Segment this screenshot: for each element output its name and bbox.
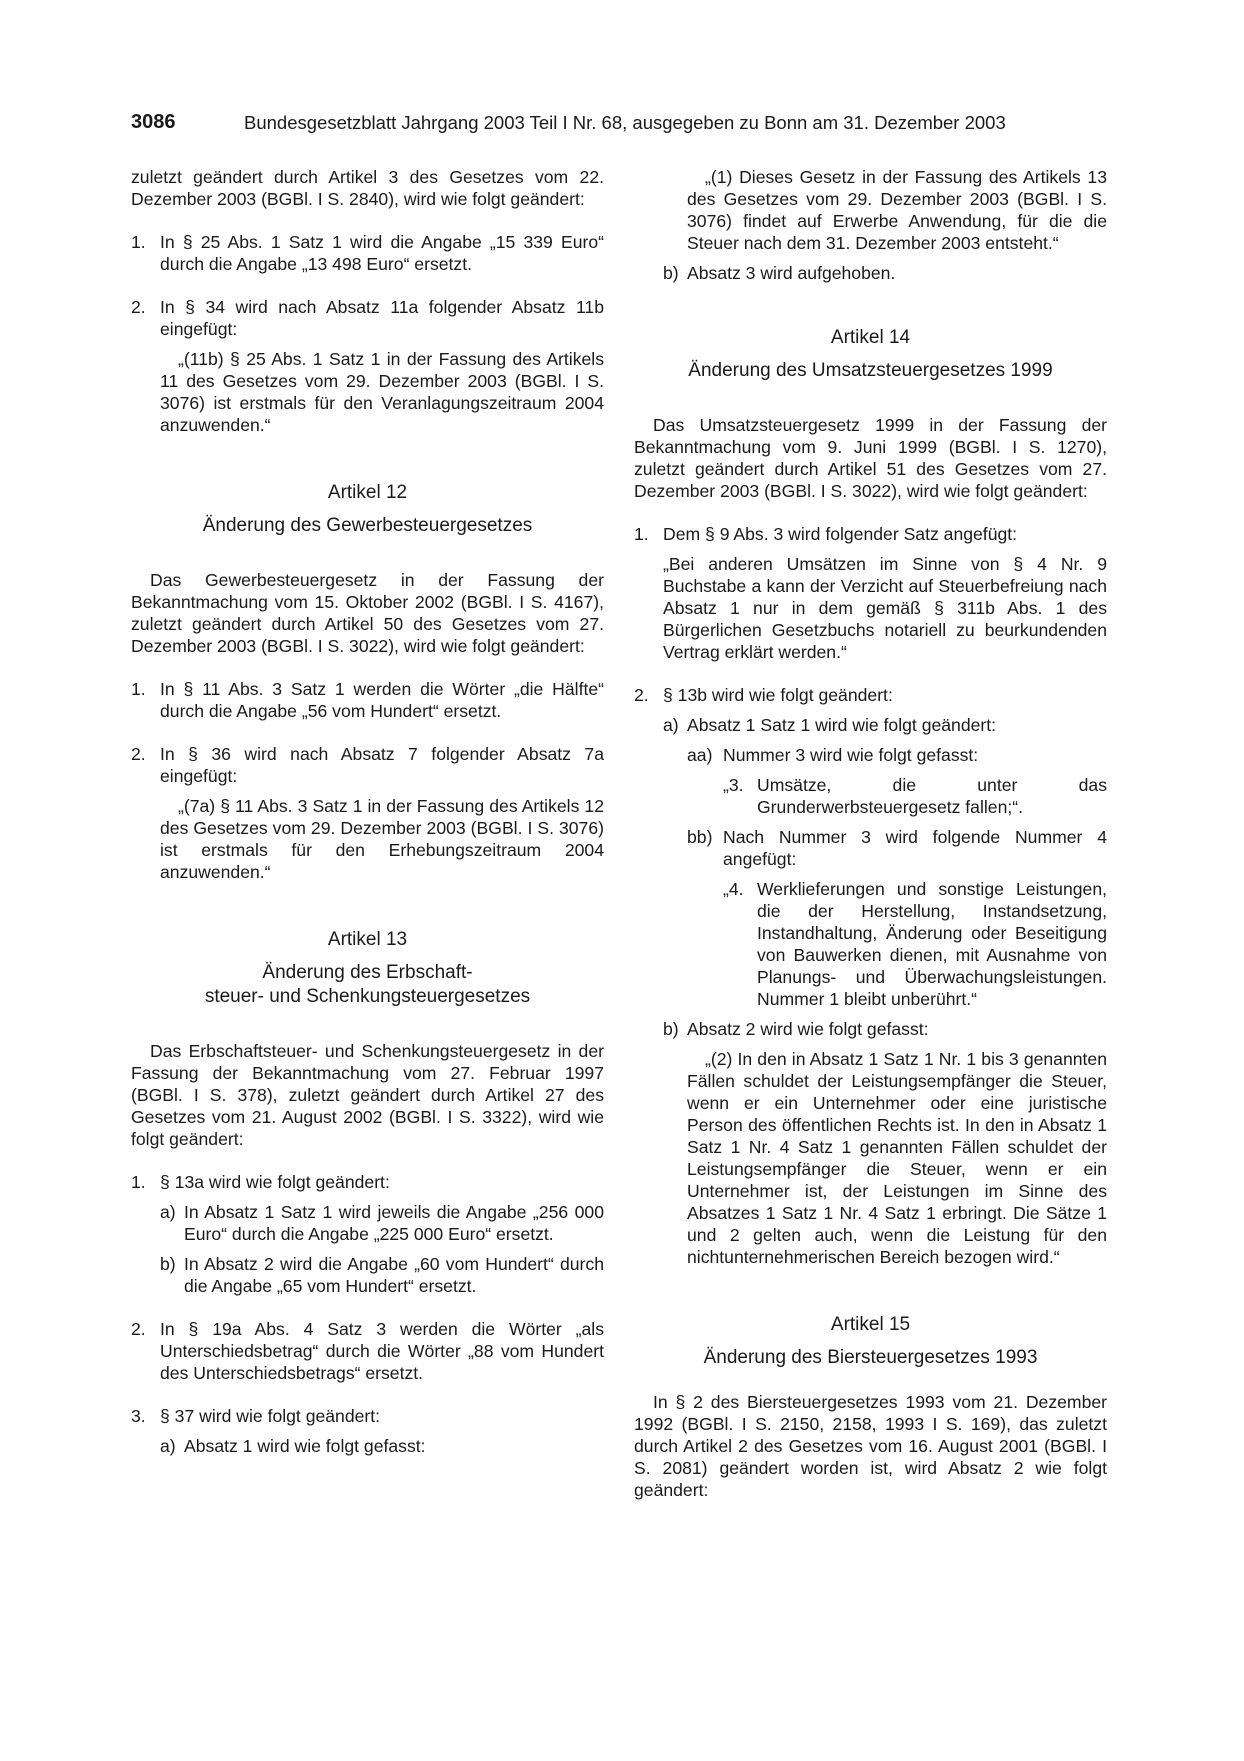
item-text: § 37 wird wie folgt geändert: (160, 1406, 381, 1426)
amendment-quote: „Bei anderen Umsätzen im Sinne von § 4 Nr. 9 Buchstabe a kann der Verzicht auf Steuerbefreiung nach Absatz 1 nur in dem gemäß § 311b Abs. 1 des Bürgerlichen Gesetzbuchs notariell zu beurkundenden Vertrag erklärt werden.“ (663, 554, 1107, 662)
article-heading: Artikel 12 (327, 482, 408, 503)
amendment-quote: „(1) Dieses Gesetz in der Fassung des Artikels 13 des Gesetzes vom 29. Dezember 2003 (BGBl. I S. 3076) findet auf Erwerbe Anwendung, für die die Steuer nach dem 31. Dezember 2003 entsteht.“ (687, 167, 1107, 253)
quoted-item (723, 774, 1107, 818)
sub-item-number: b) (663, 263, 679, 283)
sub-item (160, 1253, 604, 1297)
sub-item-number: b) (160, 1254, 176, 1274)
sub-list (634, 262, 1107, 284)
sub-item (160, 1435, 604, 1457)
sub-item-text: Absatz 1 Satz 1 wird wie folgt geändert: (687, 715, 997, 735)
sub-sub-item (687, 826, 1107, 870)
item-number: 3. (131, 1406, 146, 1426)
sub-item-number: a) (160, 1436, 176, 1456)
page-header (131, 111, 1111, 137)
list-item (634, 684, 1107, 706)
sub-sub-item (687, 744, 1107, 766)
page-number: 3086 (131, 111, 176, 133)
article-intro: Das Umsatzsteuergesetz 1999 in der Fassung der Bekanntmachung vom 9. Juni 1999 (BGBl. I S. 1270), zuletzt geändert durch Artikel 51 des Gesetzes vom 27. Dezember 2003 (BGBl. I S. 3022), wird wie folgt geändert: (634, 415, 1107, 501)
item-text: In § 11 Abs. 3 Satz 1 werden die Wörter „die Hälfte“ durch die Angabe „56 vom Hundert“ ersetzt. (160, 679, 604, 721)
quote-block (687, 878, 1107, 1010)
sub-item (663, 714, 1107, 736)
sub-item-text: In Absatz 2 wird die Angabe „60 vom Hundert“ durch die Angabe „65 vom Hundert“ ersetzt. (184, 1254, 604, 1296)
item-text: In § 36 wird nach Absatz 7 folgender Absatz 7a eingefügt: (160, 744, 604, 786)
quoted-item-number: „3. (723, 775, 744, 795)
amendment-quote: „(2) In den in Absatz 1 Satz 1 Nr. 1 bis 3 genannten Fällen schuldet der Leistungsempfänger die Steuer, wenn er ein Unternehmer oder eine juristische Person des öffentlichen Rechts ist. In den in Absatz 1 Satz 1 Nr. 4 Satz 1 genannten Fällen schuldet der Leistungsempfänger die Steuer, wenn er ein Unternehmer ist, der Leistungen im Sinne des Absatzes 1 Satz 1 Nr. 4 Satz 1 erbringt. Die Sätze 1 und 2 gelten auch, wenn die Leistung für den nichtunternehmerischen Bereich bezogen wird.“ (687, 1049, 1107, 1267)
item-text: Dem § 9 Abs. 3 wird folgender Satz angefügt: (663, 524, 1018, 544)
item-number: 2. (131, 297, 146, 317)
sub-item (160, 1201, 604, 1245)
item-number: 1. (131, 1172, 146, 1192)
sub-item-number: a) (160, 1202, 176, 1222)
sub-item (663, 262, 1107, 284)
sub-item-number: a) (663, 715, 679, 735)
sub-item-text: In Absatz 1 Satz 1 wird jeweils die Angabe „256 000 Euro“ durch die Angabe „225 000 Euro“ ersetzt. (184, 1202, 604, 1244)
article-subtitle: Änderung des Gewerbesteuergesetzes (202, 515, 533, 536)
quoted-item-number: „4. (723, 879, 744, 899)
left-column (131, 166, 604, 1457)
sub-sub-item-number: aa) (687, 745, 713, 765)
list-item (131, 678, 604, 722)
sub-item-text: Absatz 3 wird aufgehoben. (687, 263, 896, 283)
sub-list (131, 1201, 604, 1297)
sub-item-number: b) (663, 1019, 679, 1039)
sub-item (663, 1018, 1107, 1040)
item-number: 2. (131, 1319, 146, 1339)
list-item (131, 1318, 604, 1384)
item-number: 1. (131, 232, 146, 252)
amendment-quote: „(7a) § 11 Abs. 3 Satz 1 in der Fassung des Artikels 12 des Gesetzes vom 29. Dezember 2003 (BGBl. I S. 3076) ist erstmals für den Erhebungszeitraum 2004 anzuwenden.“ (160, 796, 604, 882)
item-number: 2. (634, 685, 649, 705)
amendment-quote: „(11b) § 25 Abs. 1 Satz 1 in der Fassung des Artikels 11 des Gesetzes vom 29. Dezember 2003 (BGBl. I S. 3076) ist erstmals für den Veranlagungszeitraum 2004 anzuwenden.“ (160, 349, 604, 435)
item-number: 1. (634, 524, 649, 544)
article-subtitle: Änderung des Erbschaft- (262, 962, 473, 983)
sub-item-text: Absatz 2 wird wie folgt gefasst: (687, 1019, 929, 1039)
list-item (131, 1171, 604, 1193)
quote-block (687, 774, 1107, 818)
sub-sub-item-number: bb) (687, 827, 713, 847)
sub-sub-item-text: Nummer 3 wird wie folgt gefasst: (723, 745, 979, 765)
sub-item-text: Absatz 1 wird wie folgt gefasst: (184, 1436, 426, 1456)
item-text: In § 19a Abs. 4 Satz 3 werden die Wörter „als Unterschiedsbetrag“ durch die Wörter „88 vom Hundert des Unterschiedsbetrags“ ersetzt. (160, 1319, 604, 1383)
sub-list (634, 714, 1107, 1268)
article-intro: Das Gewerbesteuergesetz in der Fassung der Bekanntmachung vom 15. Oktober 2002 (BGBl. I S. 4167), zuletzt geändert durch Artikel 50 des Gesetzes vom 27. Dezember 2003 (BGBl. I S. 3022), wird wie folgt geändert: (131, 570, 604, 656)
article-heading: Artikel 13 (327, 929, 408, 950)
article-intro: Das Erbschaftsteuer- und Schenkungsteuergesetz in der Fassung der Bekanntmachung vom 27. Februar 1997 (BGBl. I S. 378), zuletzt geändert durch Artikel 27 des Gesetzes vom 21. August 2002 (BGBl. I S. 3322), wird wie folgt geändert: (131, 1041, 604, 1149)
item-text: In § 34 wird nach Absatz 11a folgender Absatz 11b eingefügt: (160, 297, 604, 339)
item-number: 2. (131, 744, 146, 764)
item-text: In § 25 Abs. 1 Satz 1 wird die Angabe „15 339 Euro“ durch die Angabe „13 498 Euro“ ersetzt. (160, 232, 604, 274)
item-number: 1. (131, 679, 146, 699)
header-title: Bundesgesetzblatt Jahrgang 2003 Teil I Nr. 68, ausgegeben zu Bonn am 31. Dezember 2003 (244, 112, 1006, 133)
list-item (131, 1405, 604, 1427)
item-text: § 13b wird wie folgt geändert: (663, 685, 893, 705)
sub-list (131, 1435, 604, 1457)
article-intro: In § 2 des Biersteuergesetzes 1993 vom 21. Dezember 1992 (BGBl. I S. 2150, 2158, 1993 I S. 169), das zuletzt durch Artikel 2 des Gesetzes vom 16. August 2001 (BGBl. I S. 2081) geändert worden ist, wird Absatz 2 wie folgt geändert: (634, 1392, 1107, 1500)
list-item (131, 743, 604, 787)
item-text: § 13a wird wie folgt geändert: (160, 1172, 390, 1192)
quoted-item (723, 878, 1107, 1010)
article-heading: Artikel 15 (830, 1314, 911, 1335)
sub-sub-item-text: Nach Nummer 3 wird folgende Nummer 4 angefügt: (723, 827, 1107, 869)
article-subtitle: steuer- und Schenkungsteuergesetzes (204, 986, 531, 1007)
sub-sub-list (663, 744, 1107, 1010)
quoted-item-text: Werklieferungen und sonstige Leistungen, die der Herstellung, Instandsetzung, Instandhaltung, Änderung oder Beseitigung von Bauwerken dienen, mit Ausnahme von Planungs- und Überwachungsleistungen. Nummer 1 bleibt unberührt.“ (757, 879, 1107, 1009)
right-column (634, 166, 1107, 1501)
article-subtitle: Änderung des Umsatzsteuergesetzes 1999 (688, 360, 1053, 381)
list-item (634, 523, 1107, 545)
article-heading: Artikel 14 (830, 327, 911, 348)
list-item (131, 231, 604, 275)
list-item (131, 296, 604, 340)
quoted-item-text: Umsätze, die unter das Grunderwerbsteuergesetz fallen;“. (757, 775, 1107, 817)
intro-paragraph: zuletzt geändert durch Artikel 3 des Gesetzes vom 22. Dezember 2003 (BGBl. I S. 2840), wird wie folgt geändert: (131, 167, 604, 209)
article-subtitle: Änderung des Biersteuergesetzes 1993 (703, 1347, 1038, 1368)
